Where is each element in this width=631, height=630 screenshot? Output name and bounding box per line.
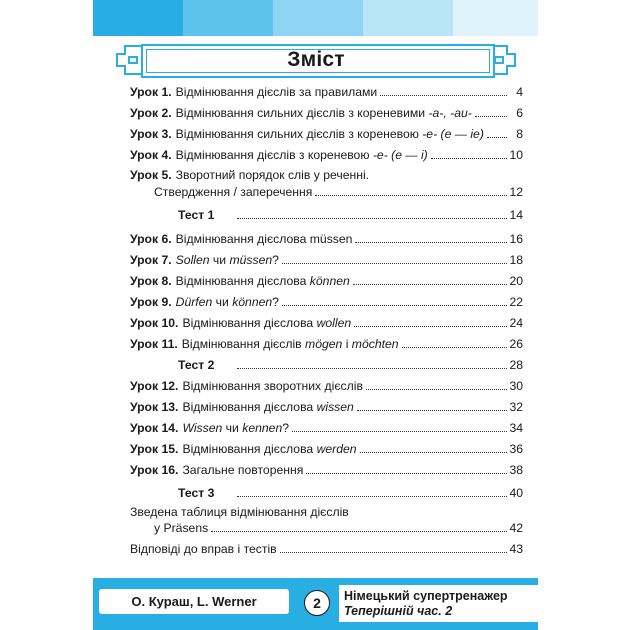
entry-title: Зворотний порядок слів у реченні. <box>175 168 370 182</box>
toc-entry <box>130 102 523 120</box>
entry-title: Загальне повторення <box>182 463 304 477</box>
toc-entry <box>130 81 523 99</box>
page-ref: 26 <box>509 337 523 351</box>
page-ref: 43 <box>509 542 523 556</box>
page-ref: 36 <box>509 442 523 456</box>
entry-title: Відмінювання сильних дієслів з кореневими -a-, -au- <box>175 106 472 120</box>
entry-title: Відмінювання дієслова wollen <box>182 316 352 330</box>
page-ref: 10 <box>509 148 523 162</box>
dot-leader <box>353 284 507 285</box>
toc-test-entry <box>130 354 523 372</box>
lesson-label: Урок 2. <box>130 106 172 120</box>
author-box <box>99 589 289 614</box>
entry-title: Sollen чи müssen? <box>175 253 279 267</box>
footer-bar <box>93 578 538 630</box>
dot-leader <box>282 305 507 306</box>
lesson-label: Урок 1. <box>130 85 172 99</box>
dot-leader <box>380 95 507 96</box>
page-ref: 22 <box>509 295 523 309</box>
dot-leader <box>237 218 507 219</box>
toc-entry <box>130 417 523 435</box>
toc-entry <box>130 517 523 535</box>
dot-leader <box>306 473 507 474</box>
toc-entry <box>130 375 523 393</box>
page-number: 2 <box>304 590 330 616</box>
test-label: Тест 1 <box>178 208 215 222</box>
toc-entry <box>130 164 523 182</box>
page-title: Зміст <box>287 48 345 71</box>
entry-title: Ствердження / заперечення <box>154 185 313 199</box>
stripe <box>273 0 363 36</box>
book-page <box>93 0 538 630</box>
lesson-label: Урок 5. <box>130 168 172 182</box>
page-ref: 34 <box>509 421 523 435</box>
lesson-label: Урок 4. <box>130 148 172 162</box>
toc-entry <box>130 438 523 456</box>
dot-leader <box>355 242 507 243</box>
entry-title: Відмінювання дієслова müssen <box>175 232 353 246</box>
toc-entry <box>130 181 523 199</box>
top-color-bar <box>93 0 538 36</box>
lesson-label: Урок 7. <box>130 253 172 267</box>
book-title-box <box>339 585 538 622</box>
entry-title: Відмінювання дієслова wissen <box>182 400 354 414</box>
dot-leader <box>292 431 507 432</box>
dot-leader <box>315 195 507 196</box>
toc-entry <box>130 396 523 414</box>
author-names: О. Кураш, L. Werner <box>131 594 257 609</box>
dot-leader <box>475 116 507 117</box>
toc-test-entry <box>130 204 523 222</box>
lesson-label: Урок 3. <box>130 127 172 141</box>
entry-title: Dürfen чи können? <box>175 295 279 309</box>
toc-entry <box>130 459 523 477</box>
dot-leader <box>282 263 507 264</box>
dot-leader <box>402 347 507 348</box>
entry-title: Відмінювання зворотних дієслів <box>182 379 363 393</box>
lesson-label: Урок 15. <box>130 442 179 456</box>
entry-title: Wissen чи kennen? <box>182 421 289 435</box>
entry-title: Відповіді до вправ і тестів <box>130 542 277 556</box>
toc-entry <box>130 123 523 141</box>
toc-entry <box>130 249 523 267</box>
toc-entry <box>130 228 523 246</box>
entry-title: Відмінювання дієслів з кореневою -e- (e — i) <box>175 148 428 162</box>
lesson-label: Урок 8. <box>130 274 172 288</box>
page-ref: 18 <box>509 253 523 267</box>
entry-title: Відмінювання сильних дієслів з кореневою -e- (e — ie) <box>175 127 484 141</box>
dot-leader <box>237 368 507 369</box>
page-ref: 16 <box>509 232 523 246</box>
entry-title: Відмінювання дієслова werden <box>182 442 357 456</box>
lesson-label: Урок 9. <box>130 295 172 309</box>
lesson-label: Урок 13. <box>130 400 179 414</box>
book-subtitle: Теперішній час. 2 <box>344 604 453 618</box>
toc-entry <box>130 333 523 351</box>
page-ref: 38 <box>509 463 523 477</box>
toc-entry <box>130 270 523 288</box>
dot-leader <box>354 326 507 327</box>
page-ref: 30 <box>509 379 523 393</box>
toc-entry <box>130 538 523 556</box>
page-ref: 42 <box>509 521 523 535</box>
stripe <box>363 0 453 36</box>
lesson-label: Урок 6. <box>130 232 172 246</box>
lesson-label: Урок 11. <box>130 337 178 351</box>
page-ref: 4 <box>516 85 523 99</box>
test-label: Тест 2 <box>178 358 215 372</box>
page-ref: 24 <box>509 316 523 330</box>
page-ref: 20 <box>509 274 523 288</box>
toc-entry <box>130 144 523 162</box>
page-ref: 40 <box>509 486 523 500</box>
title-banner <box>115 40 517 80</box>
toc-entry <box>130 291 523 309</box>
page-ref: 6 <box>516 106 523 120</box>
page-ref: 12 <box>509 185 523 199</box>
stripe <box>93 0 183 36</box>
dot-leader <box>280 552 507 553</box>
dot-leader <box>237 496 507 497</box>
toc-test-entry <box>130 482 523 500</box>
dot-leader <box>366 389 507 390</box>
entry-title: Відмінювання дієслова können <box>175 274 350 288</box>
page-ref: 28 <box>509 358 523 372</box>
entry-title: Зведена таблиця відмінювання дієслів <box>130 505 349 519</box>
dot-leader <box>211 531 507 532</box>
lesson-label: Урок 14. <box>130 421 179 435</box>
lesson-label: Урок 16. <box>130 463 179 477</box>
page-ref: 8 <box>516 127 523 141</box>
test-label: Тест 3 <box>178 486 215 500</box>
entry-title: Відмінювання дієслів mögen і möchten <box>181 337 399 351</box>
entry-title: Відмінювання дієслів за правилами <box>175 85 378 99</box>
toc-entry <box>130 312 523 330</box>
stripe <box>453 0 538 36</box>
book-title: Німецький супертренажер <box>344 589 508 603</box>
stripe <box>183 0 273 36</box>
entry-title: у Präsens <box>154 521 209 535</box>
dot-leader <box>487 137 507 138</box>
dot-leader <box>357 410 507 411</box>
lesson-label: Урок 10. <box>130 316 179 330</box>
lesson-label: Урок 12. <box>130 379 179 393</box>
page-ref: 14 <box>509 208 523 222</box>
dot-leader <box>360 452 507 453</box>
page-ref: 32 <box>509 400 523 414</box>
dot-leader <box>431 158 507 159</box>
